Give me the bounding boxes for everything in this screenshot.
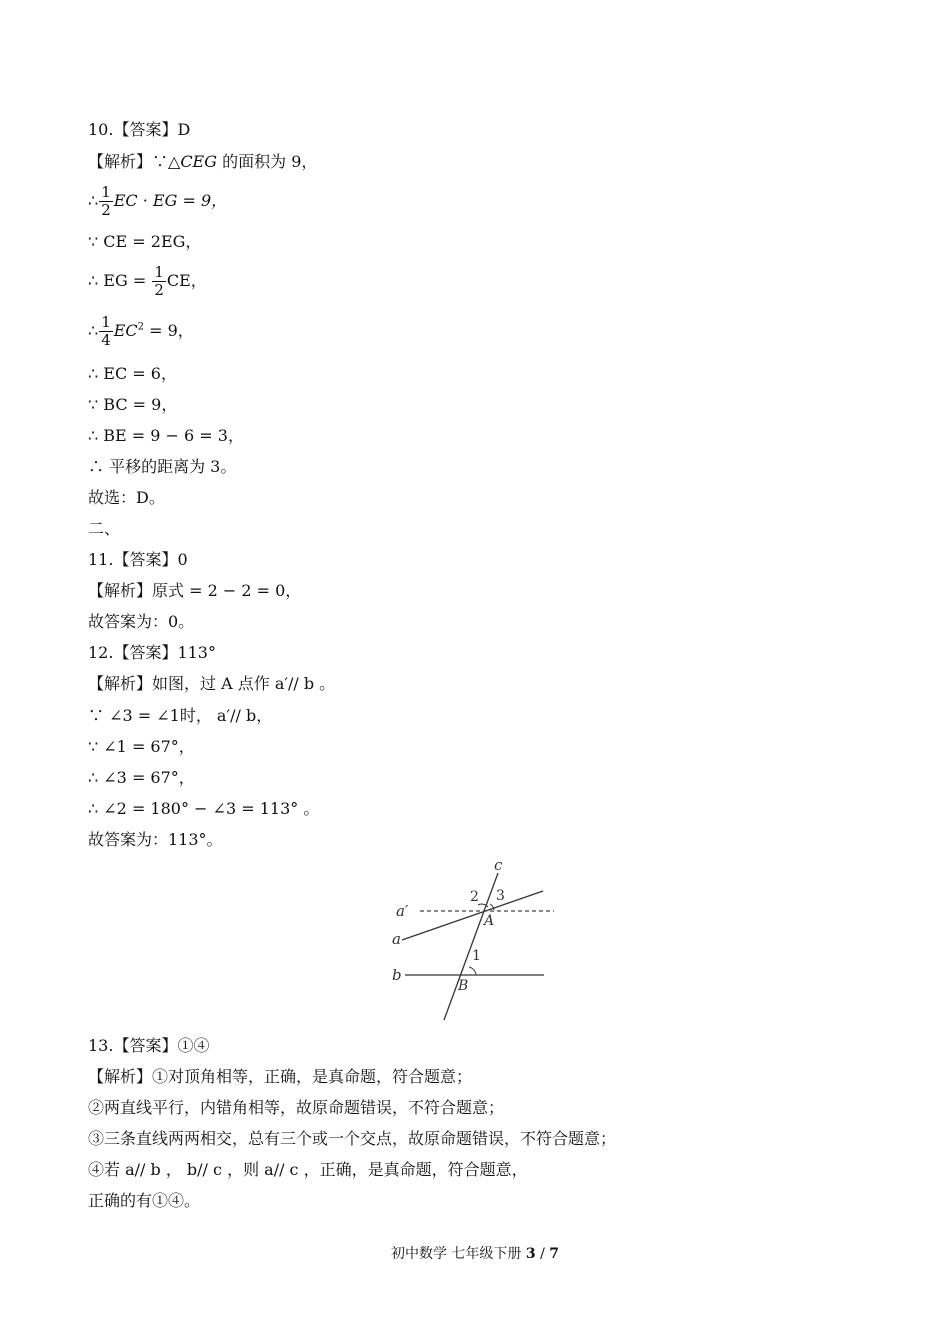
page-total: 7 — [549, 1246, 560, 1262]
footer-title: 初中数学 七年级下册 — [390, 1246, 522, 1262]
fraction — [99, 184, 113, 219]
q10-line-1-prefix: 【解析】∵△ — [88, 152, 181, 171]
q10-line-5-prefix: ∴ — [88, 321, 99, 340]
q12-line-2: ∵ ∠3 = ∠1时， a′// b， — [88, 706, 273, 725]
q10-line-4 — [88, 264, 207, 299]
q10-line-1-var: CEG — [180, 152, 218, 171]
fraction-numerator: 1 — [101, 313, 111, 331]
q12-line-4: ∴ ∠3 = 67°， — [88, 768, 195, 787]
fraction-denominator: 2 — [101, 201, 111, 219]
label-angle-2: 2 — [470, 889, 479, 905]
label-angle-3: 3 — [496, 888, 505, 904]
q12-line-6: 故答案为：113°。 — [88, 830, 223, 849]
q10-line-2 — [88, 184, 227, 219]
page-number: 3 — [525, 1246, 536, 1262]
q13-line-5: 正确的有①④。 — [88, 1191, 201, 1210]
q10-line-8: ∴ BE = 9 − 6 = 3， — [88, 426, 244, 445]
q13-line-2: ②两直线平行，内错角相等，故原命题错误，不符合题意； — [88, 1098, 505, 1117]
section-heading: 二、 — [88, 519, 121, 538]
q10-line-1 — [88, 151, 317, 173]
q10-line-5-exponent: 2 — [137, 321, 145, 333]
label-angle-1: 1 — [472, 948, 481, 964]
q10-line-1-suffix: 的面积为 9， — [217, 152, 318, 171]
label-point-B: B — [458, 978, 469, 994]
q10-line-5-var: EC — [113, 321, 138, 340]
fraction-denominator: 4 — [101, 331, 111, 349]
q10-line-4-suffix: CE， — [166, 271, 207, 290]
q13-answer: 13.【答案】①④ — [88, 1036, 210, 1055]
angle-arc-1 — [469, 967, 476, 975]
q10-line-6: ∴ EC = 6， — [88, 364, 177, 383]
q10-line-2-suffix: EC · EG = 9， — [113, 191, 228, 210]
q10-line-4-prefix: ∴ EG = — [88, 271, 152, 290]
fraction — [99, 314, 113, 349]
q13-line-3: ③三条直线两两相交，总有三个或一个交点，故原命题错误，不符合题意； — [88, 1129, 617, 1148]
label-point-A: A — [484, 913, 495, 929]
q12-line-5: ∴ ∠2 = 180° − ∠3 = 113° 。 — [88, 799, 320, 818]
fraction-numerator: 1 — [154, 263, 164, 281]
q10-line-2-prefix: ∴ — [88, 191, 99, 210]
q13-line-4: ④若 a// b ， b// c ，则 a// c ，正确，是真命题，符合题意， — [88, 1160, 528, 1179]
fraction-denominator: 2 — [154, 281, 164, 299]
label-b: b — [392, 966, 402, 984]
label-c: c — [494, 856, 503, 874]
q12-answer: 12.【答案】113° — [88, 643, 216, 662]
q10-answer: 10.【答案】D — [88, 120, 191, 139]
page-separator: / — [535, 1246, 550, 1262]
page-footer — [0, 1244, 950, 1264]
q10-line-7: ∵ BC = 9， — [88, 395, 178, 414]
label-a-prime: a′ — [396, 902, 409, 920]
fraction-numerator: 1 — [101, 183, 111, 201]
q10-line-5 — [88, 314, 194, 349]
q10-line-3: ∵ CE = 2EG， — [88, 232, 202, 251]
q10-line-5-suffix: = 9， — [144, 321, 194, 340]
q12-line-1: 【解析】如图，过 A 点作 a′// b 。 — [88, 674, 336, 693]
q11-answer: 11.【答案】0 — [88, 550, 188, 569]
q11-line-2: 故答案为：0。 — [88, 612, 195, 631]
q10-line-9: ∴ 平移的距离为 3。 — [88, 457, 237, 476]
q10-line-10: 故选：D。 — [88, 488, 165, 507]
parallel-lines-figure — [380, 855, 565, 1025]
q11-line-1: 【解析】原式 = 2 − 2 = 0， — [88, 581, 302, 600]
fraction — [152, 264, 166, 299]
q13-line-1: 【解析】①对顶角相等，正确，是真命题，符合题意； — [88, 1067, 473, 1086]
q12-line-3: ∵ ∠1 = 67°， — [88, 737, 195, 756]
label-a: a — [392, 930, 401, 948]
